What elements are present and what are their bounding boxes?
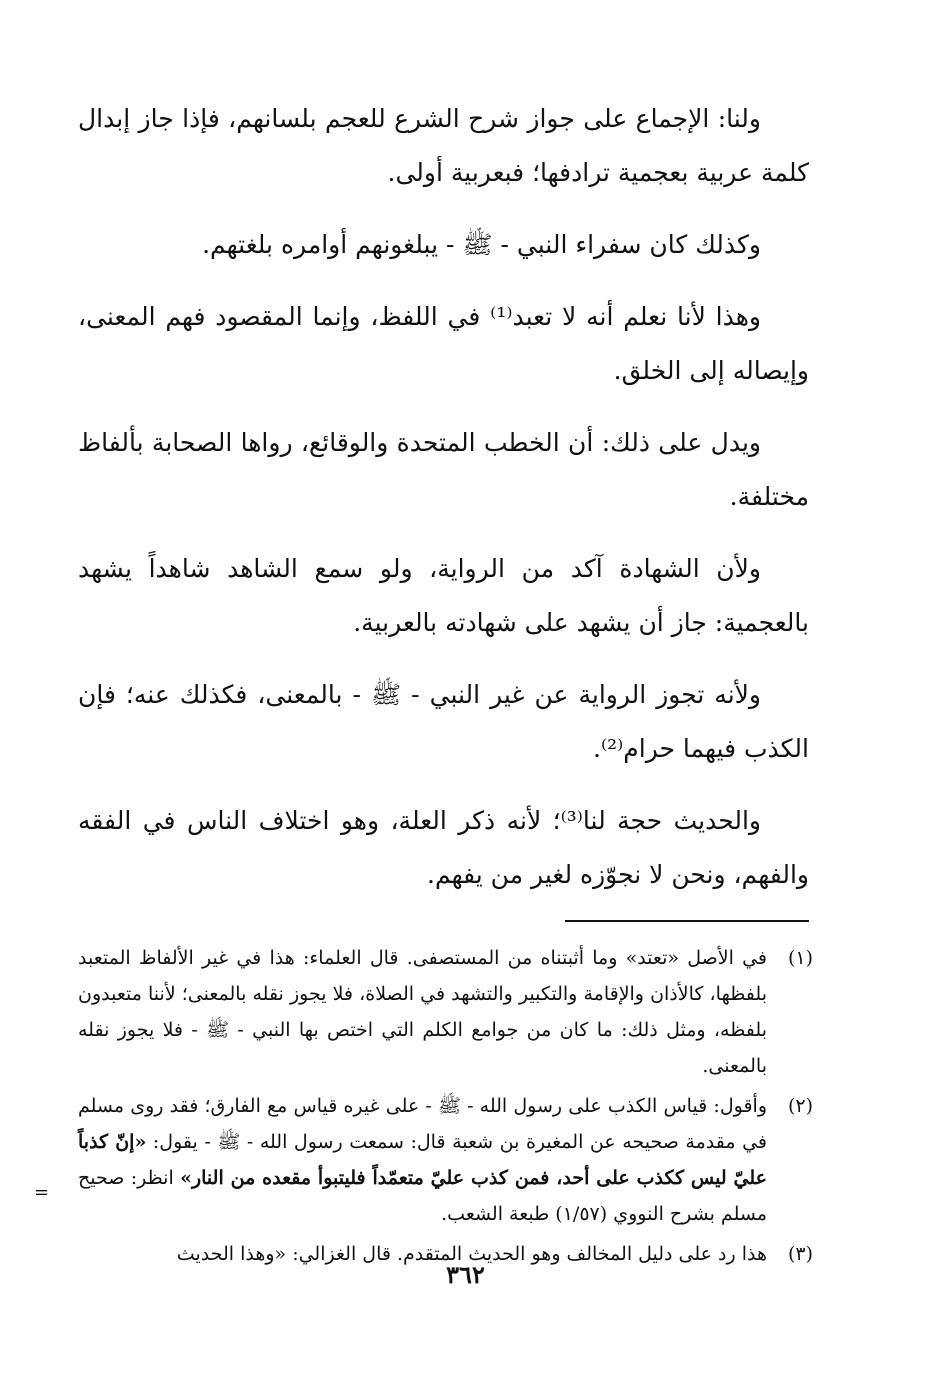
footnote-hadith-quote: «إنّ كذباً عليّ ليس ككذب على أحد، فمن كذب عليّ متعمّداً فليتبوأ مقعده من النار» (78, 1131, 768, 1189)
footnote-text-before: وأقول: قياس الكذب على رسول الله - ﷺ - على غيره قياس مع الفارق؛ فقد روى مسلم في مقدمة صحيحه عن المغيرة بن شعبة قال: سمعت رسول الله - ﷺ - يقول: (78, 1095, 767, 1153)
footnote-text: في الأصل «تعتد» وما أثبتناه من المستصفى. قال العلماء: هذا في غير الألفاظ المتعبد بلفظها، كالأذان والإقامة والتكبير والتشهد في الصلاة، فلا يجوز نقله بالمعنى؛ لأننا متعبدون بلفظه، ومثل ذلك: ما كان من جوامع الكلم التي اختص بها النبي - ﷺ - فلا يجوز نقله بالمعنى. (78, 947, 767, 1077)
paragraph-7: والحديث حجة لنا⁽³⁾؛ لأنه ذكر العلة، وهو اختلاف الناس في الفقه والفهم، ونحن لا نجوّزه لغير من يفهم. (78, 806, 809, 889)
footnote-1 (78, 940, 813, 1084)
paragraph-6: ولأنه تجوز الرواية عن غير النبي - ﷺ - بالمعنى، فكذلك عنه؛ فإن الكذب فيهما حرام⁽²⁾. (78, 680, 809, 763)
footnote-number: (١) (787, 947, 813, 969)
paragraph-2: وكذلك كان سفراء النبي - ﷺ - يبلغونهم أوامره بلغتهم. (202, 230, 761, 259)
footnote-text-after: انظر: صحيح مسلم بشرح النووي (١/٥٧) طبعة الشعب. (78, 1167, 767, 1225)
main-text (78, 92, 809, 902)
paragraph-1: ولنا: الإجماع على جواز شرح الشرع للعجم بلسانهم، فإذا جاز إبدال كلمة عربية بعجمية ترادفها؛ فبعربية أولى. (78, 104, 809, 187)
footnote-number: (٢) (787, 1095, 813, 1117)
paragraph-5: ولأن الشهادة آكد من الرواية، ولو سمع الشاهد شاهداً يشهد بالعجمية: جاز أن يشهد على شهادته بالعربية. (78, 554, 809, 637)
footnote-number: (٣) (787, 1243, 813, 1265)
footnote-2 (78, 1088, 813, 1232)
paragraph-4: ويدل على ذلك: أن الخطب المتحدة والوقائع، رواها الصحابة بألفاظ مختلفة. (78, 428, 809, 511)
paragraph-3: وهذا لأنا نعلم أنه لا تعبد⁽¹⁾ في اللفظ، وإنما المقصود فهم المعنى، وإيصاله إلى الخلق. (78, 302, 809, 385)
footnote-separator (565, 920, 809, 922)
page-body (78, 92, 813, 1276)
continuation-mark: = (34, 1182, 50, 1203)
page-number: ٣٦٢ (446, 1260, 485, 1289)
footnote-text: هذا رد على دليل المخالف وهو الحديث المتقدم. قال الغزالي: «وهذا الحديث (176, 1243, 767, 1265)
footnotes (78, 940, 813, 1272)
